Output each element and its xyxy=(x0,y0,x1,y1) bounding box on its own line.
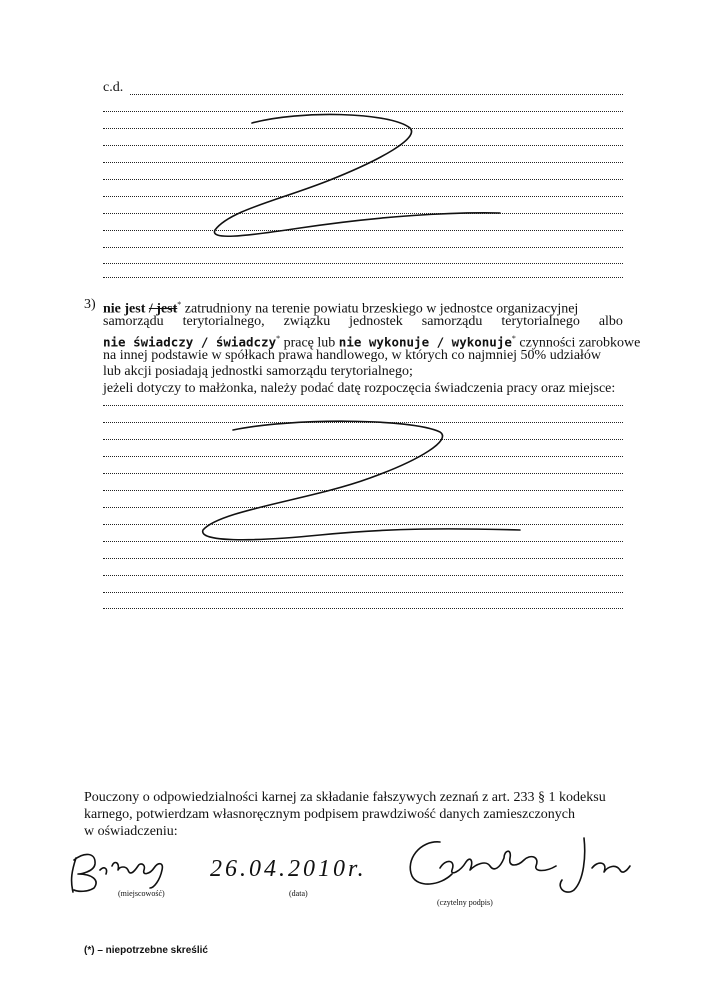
option-perform-work: nie wykonuje / wykonuje xyxy=(338,334,512,350)
word: samorządu xyxy=(103,314,164,329)
item3-line6: jeżeli dotyczy to małżonka, należy podać datę rozpoczęcia świadczenia pracy oraz miejsce: xyxy=(103,381,616,396)
word: jednostek xyxy=(349,314,403,329)
item3-line3-rest: czynności zarobkowe xyxy=(519,335,641,351)
svg-text:26.04.2010r.: 26.04.2010r. xyxy=(210,856,367,882)
item3-line5: lub akcji posiadają jednostki samorządu terytorialnego; xyxy=(103,364,413,379)
footnote-mark: * xyxy=(511,334,516,343)
word: samorządu xyxy=(421,314,483,329)
item3-line4: na innej podstawie w spółkach prawa handlowego, w których co najmniej 50% udziałów xyxy=(103,348,602,363)
option-provide-work: nie świadczy / świadczy xyxy=(103,334,277,350)
word: albo xyxy=(598,314,623,329)
item-number: 3) xyxy=(84,297,96,312)
option-employed-struck: / jest xyxy=(148,301,178,317)
date-caption: (data) xyxy=(289,889,308,898)
continuation-label: c.d. xyxy=(103,80,124,95)
statement-line3: w oświadczeniu: xyxy=(84,824,178,839)
item3-line3-mid: pracę lub xyxy=(283,335,336,351)
signer-caption: (czytelny podpis) xyxy=(437,898,493,907)
footnote: (*) – niepotrzebne skreślić xyxy=(84,945,208,956)
word: związku xyxy=(283,314,331,329)
word: terytorialnego, xyxy=(182,314,265,329)
place-value xyxy=(76,860,78,861)
footnote-mark: * xyxy=(177,300,182,309)
date-value xyxy=(210,860,215,861)
statement-line2: karnego, potwierdzam własnoręcznym podpisem prawdziwość danych zamieszczonych xyxy=(84,807,575,822)
footnote-mark: * xyxy=(276,334,281,343)
option-not-employed: nie jest xyxy=(103,301,146,317)
signer-value xyxy=(440,860,445,861)
word: terytorialnego xyxy=(501,314,580,329)
statement-line1: Pouczony o odpowiedzialności karnej za składanie fałszywych zeznań z art. 233 § 1 kodeksu xyxy=(84,790,606,805)
item3-line1-rest: zatrudniony na terenie powiatu brzeskiego w jednostce organizacyjnej xyxy=(184,301,579,317)
place-caption: (miejscowość) xyxy=(118,889,165,898)
